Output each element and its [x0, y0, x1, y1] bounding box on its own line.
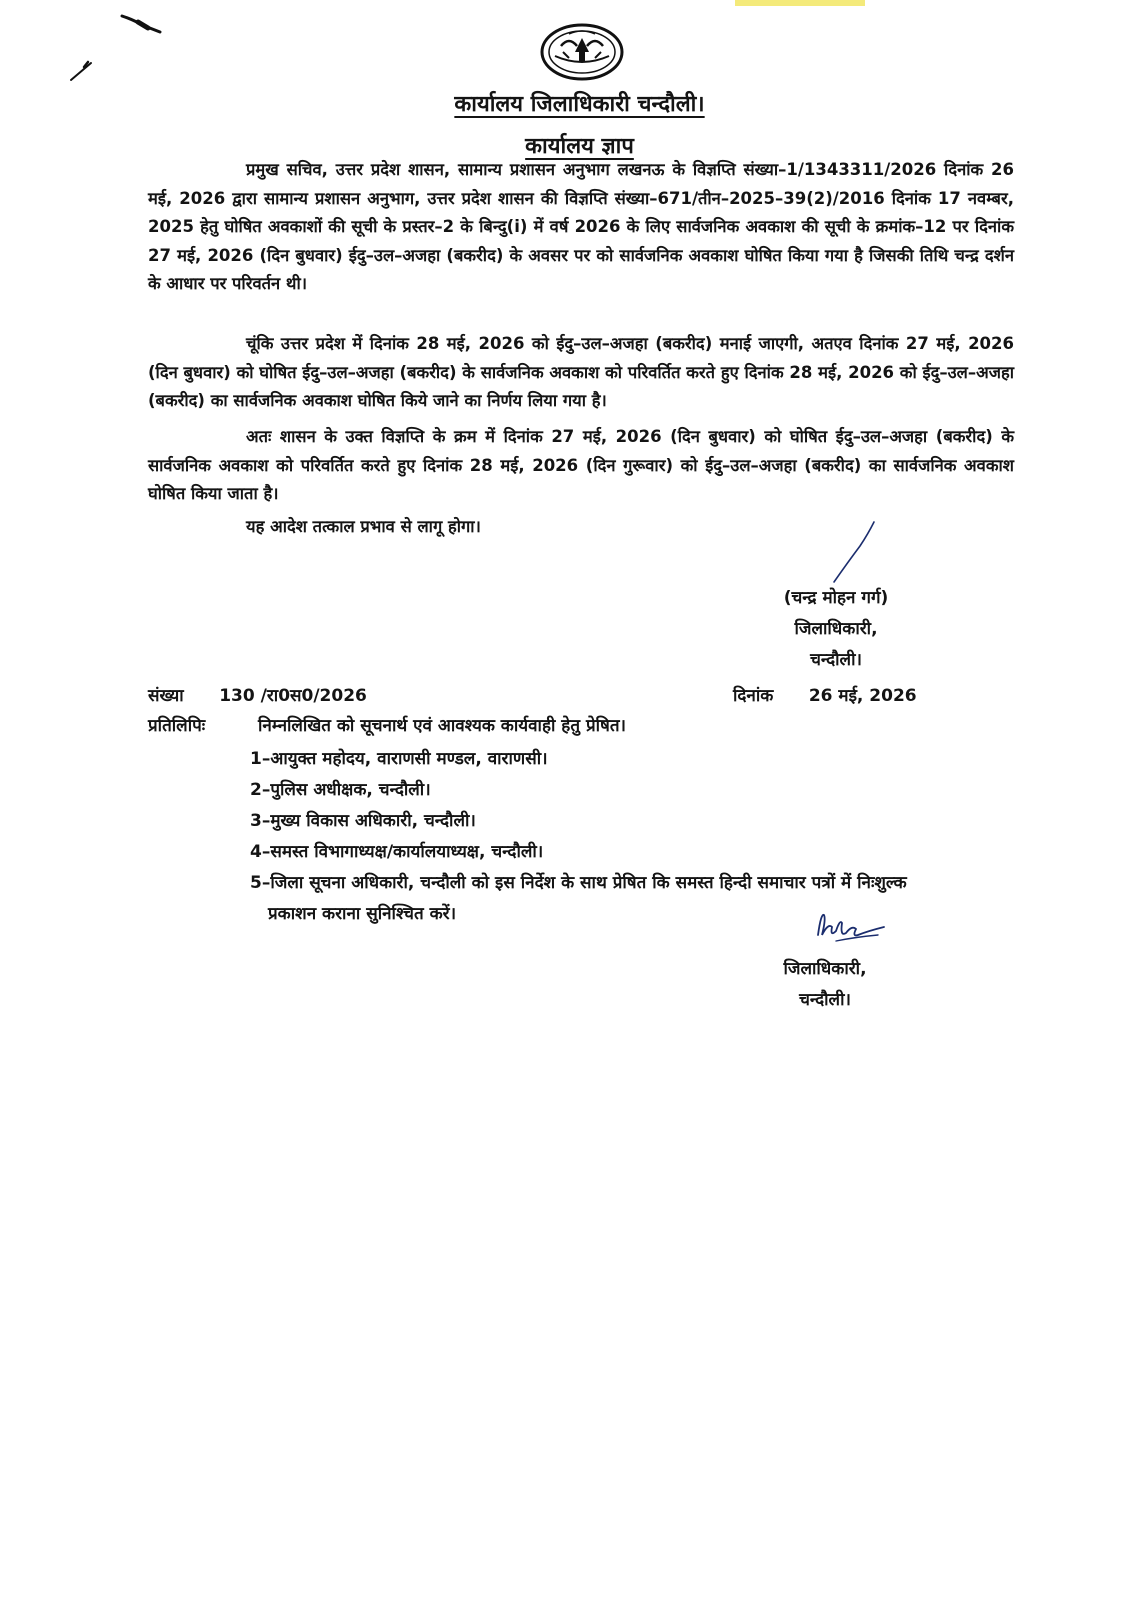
footer-place: चन्दौली।	[799, 990, 851, 1010]
signatory-block	[770, 583, 902, 676]
recipient-5-line1: 5–जिला सूचना अधिकारी, चन्दौली को इस निर्देश के साथ प्रेषित कि समस्त हिन्दी समाचार पत्रों में निःशुल्क	[250, 873, 907, 893]
memo-paragraph: यह आदेश तत्काल प्रभाव से लागू होगा।	[246, 517, 481, 536]
memo-title: कार्यालय ज्ञाप	[525, 134, 634, 159]
recipient-item: 1–आयुक्त महोदय, वाराणसी मण्डल, वाराणसी।	[250, 749, 548, 769]
footer-signatory-block	[770, 954, 880, 1016]
reference-number-label: संख्या	[148, 686, 184, 706]
up-government-emblem-icon	[539, 22, 625, 82]
signatory-place: चन्दौली।	[810, 650, 862, 670]
copy-to-label: प्रतिलिपिः	[148, 716, 206, 736]
recipient-item: 3–मुख्य विकास अधिकारी, चन्दौली।	[250, 811, 476, 831]
signatory-designation: जिलाधिकारी,	[794, 619, 878, 639]
initials-signature	[812, 905, 892, 949]
footer-designation: जिलाधिकारी,	[783, 959, 867, 979]
copy-to-intro: निम्नलिखित को सूचनार्थ एवं आवश्यक कार्यवाही हेतु प्रेषित।	[258, 716, 626, 736]
pen-mark-icon	[118, 10, 168, 38]
memo-paragraph: अतः शासन के उक्त विज्ञप्ति के क्रम में दिनांक 27 मई, 2026 (दिन बुधवार) को घोषित ईदु–उल–अजहा (बकरीद) के सार्वजनिक अवकाश को परिवर्तित करते हुए दिनांक 28 मई, 2026 (दिन गुरूवार) को ईदु–उल–अजहा (बकरीद) का सार्वजनिक अवकाश घोषित किया जाता है।	[148, 427, 1014, 503]
recipient-list	[250, 744, 1030, 930]
reference-number	[148, 683, 367, 706]
reference-date-label: दिनांक	[733, 686, 774, 706]
memo-paragraph: चूंकि उत्तर प्रदेश में दिनांक 28 मई, 2026 को ईदु–उल–अजहा (बकरीद) मनाई जाएगी, अतएव दिनांक 27 मई, 2026 (दिन बुधवार) को घोषित ईदु–उल–अजहा (बकरीद) के सार्वजनिक अवकाश को परिवर्तित करते हुए दिनांक 28 मई, 2026 को ईदु–उल–अजहा (बकरीद) का सार्वजनिक अवकाश घोषित किये जाने का निर्णय लिया गया है।	[148, 334, 1014, 410]
pen-tick-icon	[66, 58, 96, 84]
reference-date	[733, 683, 917, 706]
recipient-item: 4–समस्त विभागाध्यक्ष/कार्यालयाध्यक्ष, चन्दौली।	[250, 842, 544, 862]
reference-number-value: 130 /रा0स0/2026	[219, 686, 367, 706]
office-title: कार्यालय जिलाधिकारी चन्दौली।	[454, 92, 705, 117]
signature-stroke	[830, 518, 880, 588]
memo-paragraph: प्रमुख सचिव, उत्तर प्रदेश शासन, सामान्य प्रशासन अनुभाग लखनऊ के विज्ञप्ति संख्या–1/1343311/2026 दिनांक 26 मई, 2026 द्वारा सामान्य प्रशासन अनुभाग, उत्तर प्रदेश शासन की विज्ञप्ति संख्या–671/तीन–2025–39(2)/2016 दिनांक 17 नवम्बर, 2025 हेतु घोषित अवकाशों की सूची के प्रस्तर–2 के बिन्दु(i) में वर्ष 2026 के लिए सार्वजनिक अवकाश की सूची के क्रमांक–12 पर दिनांक 27 मई, 2026 (दिन बुधवार) ईदु–उल–अजहा (बकरीद) के अवसर पर को सार्वजनिक अवकाश घोषित किया गया है जिसकी तिथि चन्द्र दर्शन के आधार पर परिवर्तन थी।	[148, 160, 1014, 293]
recipient-5-line2: प्रकाशन कराना सुनिश्चित करें।	[268, 904, 457, 924]
reference-date-value: 26 मई, 2026	[808, 686, 917, 706]
signatory-name: (चन्द्र मोहन गर्ग)	[783, 588, 889, 608]
recipient-item	[250, 868, 1030, 930]
recipient-item: 2–पुलिस अधीक्षक, चन्दौली।	[250, 780, 431, 800]
scan-highlight-strip	[735, 0, 865, 6]
